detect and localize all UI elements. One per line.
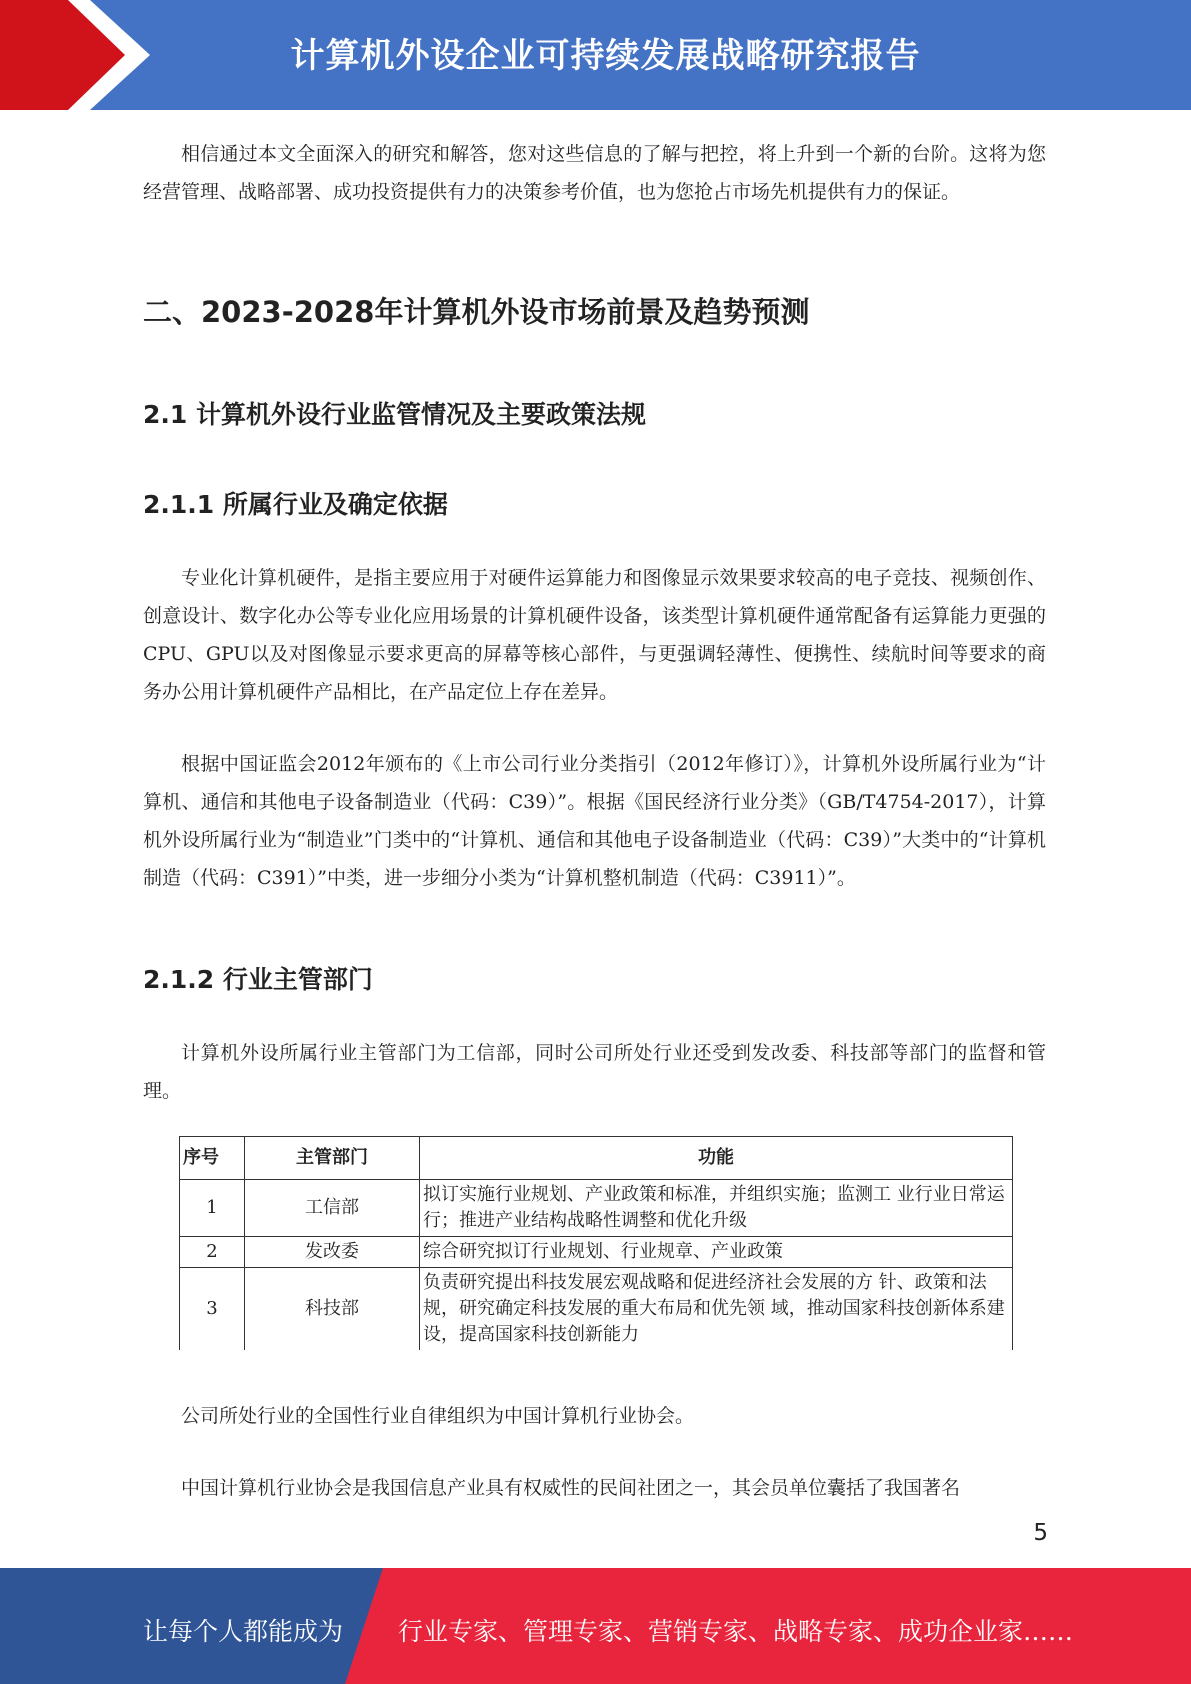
table-cell-function: 综合研究拟订行业规划、行业规章、产业政策 bbox=[420, 1237, 1013, 1268]
table-cell-index: 1 bbox=[180, 1180, 245, 1237]
page-number: 5 bbox=[1033, 1520, 1048, 1546]
table-cell-function: 拟订实施行业规划、产业政策和标准，并组织实施；监测工 业行业日常运行；推进产业结构战略性调整和优化升级 bbox=[420, 1180, 1013, 1237]
table-header-cell: 主管部门 bbox=[245, 1137, 420, 1180]
section-heading: 二、2023-2028年计算机外设市场前景及趋势预测 bbox=[143, 295, 810, 329]
subsub-heading-2-1-2: 2.1.2 行业主管部门 bbox=[143, 965, 373, 994]
paragraph-authorities: 计算机外设所属行业主管部门为工信部，同时公司所处行业还受到发改委、科技部等部门的监督和管理。 bbox=[143, 1042, 1046, 1102]
page-header bbox=[0, 0, 1191, 110]
page-footer bbox=[0, 1568, 1191, 1684]
subsection-heading: 2.1 计算机外设行业监管情况及主要政策法规 bbox=[143, 400, 646, 429]
table-cell-department: 科技部 bbox=[245, 1268, 420, 1351]
table-header-cell: 序号 bbox=[180, 1137, 245, 1180]
table-cell-department: 工信部 bbox=[245, 1180, 420, 1237]
table-header-row bbox=[180, 1137, 1013, 1180]
intro-paragraph: 相信通过本文全面深入的研究和解答，您对这些信息的了解与把控，将上升到一个新的台阶。这将为您经营管理、战略部署、成功投资提供有力的决策参考价值，也为您抢占市场先机提供有力的保证。 bbox=[143, 143, 1046, 203]
footer-slogan-right: 行业专家、管理专家、营销专家、战略专家、成功企业家…… bbox=[398, 1617, 1074, 1646]
subsub-heading-2-1-1: 2.1.1 所属行业及确定依据 bbox=[143, 490, 448, 519]
paragraph-hardware-definition: 专业化计算机硬件，是指主要应用于对硬件运算能力和图像显示效果要求较高的电子竞技、视频创作、创意设计、数字化办公等专业化应用场景的计算机硬件设备，该类型计算机硬件通常配备有运算能力更强的CPU、GPU以及对图像显示要求更高的屏幕等核心部件，与更强调轻薄性、便携性、续航时间等要求的商务办公用计算机硬件产品相比，在产品定位上存在差异。 bbox=[143, 567, 1046, 703]
intro-section bbox=[143, 135, 1046, 211]
table-header-cell: 功能 bbox=[420, 1137, 1013, 1180]
paragraph-industry-classification: 根据中国证监会2012年颁布的《上市公司行业分类指引（2012年修订）》，计算机外设所属行业为“计算机、通信和其他电子设备制造业（代码：C39）”。根据《国民经济行业分类》（GB/T4754-2017），计算机外设所属行业为“制造业”门类中的“计算机、通信和其他电子设备制造业（代码：C39）”大类中的“计算机制造（代码：C391）”中类，进一步细分小类为“计算机整机制造（代码：C3911）”。 bbox=[143, 753, 1046, 889]
footer-slogan-left: 让每个人都能成为 bbox=[143, 1617, 344, 1646]
table-row bbox=[180, 1180, 1013, 1237]
paragraph-association-intro: 中国计算机行业协会是我国信息产业具有权威性的民间社团之一，其会员单位囊括了我国著名 bbox=[181, 1477, 961, 1499]
authorities-table bbox=[179, 1136, 1013, 1350]
table-cell-department: 发改委 bbox=[245, 1237, 420, 1268]
table-row bbox=[180, 1237, 1013, 1268]
header-title: 计算机外设企业可持续发展战略研究报告 bbox=[290, 36, 921, 76]
table-cell-index: 2 bbox=[180, 1237, 245, 1268]
paragraph-association: 公司所处行业的全国性行业自律组织为中国计算机行业协会。 bbox=[181, 1405, 695, 1427]
table-cell-function: 负责研究提出科技发展宏观战略和促进经济社会发展的方 针、政策和法规，研究确定科技发展的重大布局和优先领 域，推动国家科技创新体系建设，提高国家科技创新能力 bbox=[420, 1268, 1013, 1351]
table-cell-index: 3 bbox=[180, 1268, 245, 1351]
table-row bbox=[180, 1268, 1013, 1351]
